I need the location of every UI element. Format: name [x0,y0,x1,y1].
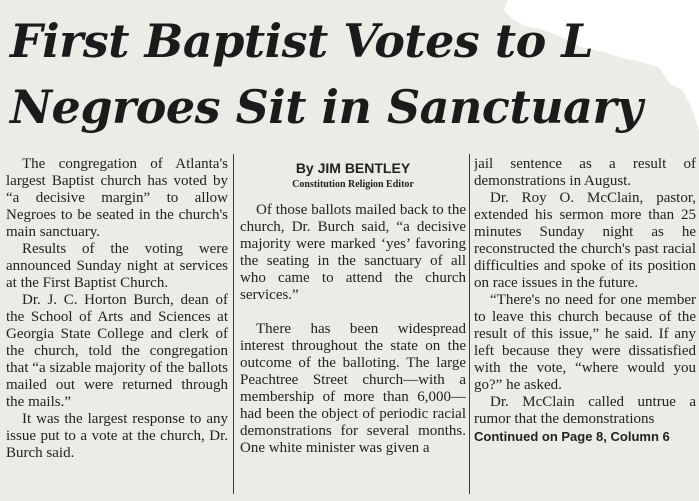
paragraph: Dr. McClain called untrue a rumor that the demonstrations [474,394,696,427]
column-rule [469,154,470,494]
column-rule [233,154,234,494]
paragraph: It was the largest response to any issue put to a vote at the church, Dr. Burch said. [6,411,228,461]
headline [10,8,643,140]
article-column-3 [474,156,696,501]
byline-credit: Constitution Religion Editor [292,179,414,190]
paragraph: “There's no need for one member to leave this church because of the result of this issue,” he said. If any left because they were dissatisfied with the vote, “where would you go?” he asked. [474,292,696,393]
paragraph: Of those ballots mailed back to the church, Dr. Burch said, “a decisive majority were marked ‘yes’ favoring the seating in the sanctuary of all who came to attend the church services.” [240,202,466,303]
article-column-2 [240,156,466,501]
paragraph: There has been widespread interest throughout the state on the outcome of the balloting. The large Peachtree Street church—with a membership of more than 6,000—had been the object of periodic racial demonstrations for several months. One white minister was given a [240,321,466,456]
paragraph: The congregation of Atlanta's largest Baptist church has voted by “a decisive margin” to allow Negroes to be seated in the church's main sanctuary. [6,156,228,240]
paragraph: Results of the voting were announced Sunday night at services at the First Baptist Church. [6,241,228,291]
paragraph: jail sentence as a result of demonstrations in August. [474,156,696,189]
byline: By JIM BENTLEY [295,160,411,176]
article-column-1 [6,156,228,501]
paragraph: Dr. J. C. Horton Burch, dean of the School of Arts and Sciences at Georgia State College and clerk of the church, told the congregation that “a sizable majority of the ballots mailed out were returned through the mails.” [6,292,228,410]
headline-line-2: Negroes Sit in Sanctuary [10,80,643,134]
headline-line-1: First Baptist Votes to L [10,14,594,68]
continued-jump-line: Continued on Page 8, Column 6 [474,429,670,444]
paragraph: Dr. Roy O. McClain, pastor, extended his sermon more than 25 minutes Sunday night as he reconstructed the church's past racial difficulties and spoke of its position on race issues in the future. [474,190,696,291]
